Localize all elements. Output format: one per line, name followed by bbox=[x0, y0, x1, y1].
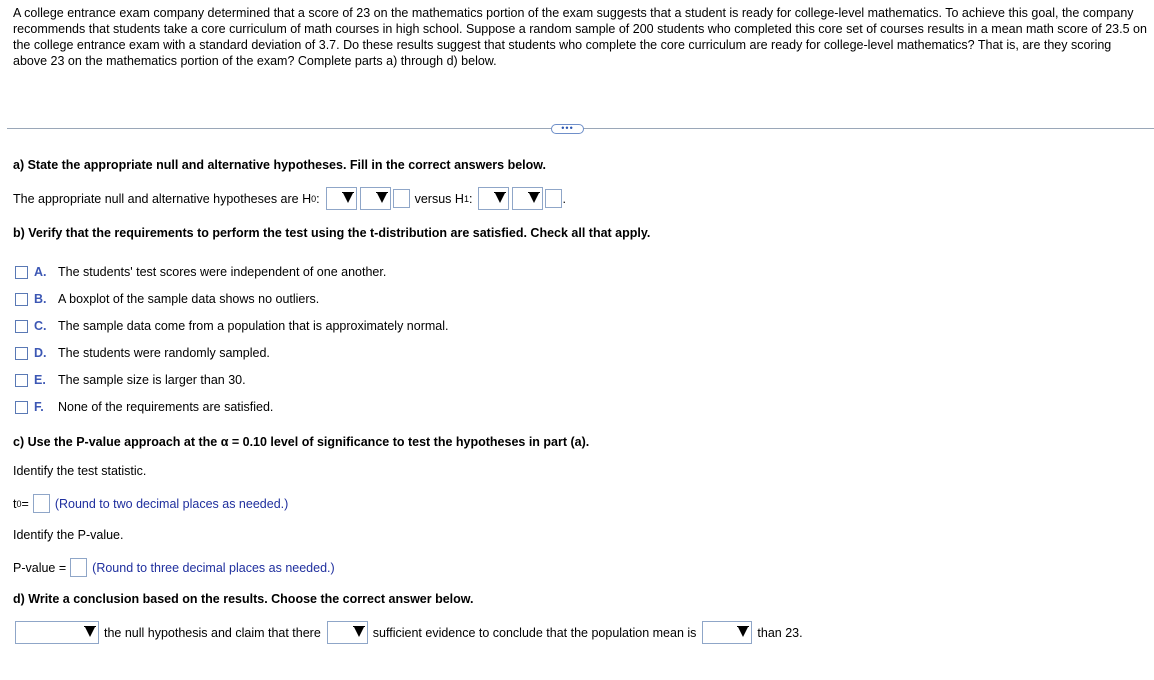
p-value-input[interactable] bbox=[70, 558, 87, 577]
chevron-down-icon bbox=[85, 627, 95, 637]
p-value-row bbox=[13, 558, 335, 577]
requirement-option-c[interactable] bbox=[15, 319, 448, 333]
chevron-down-icon bbox=[354, 627, 364, 637]
identify-test-statistic: Identify the test statistic. bbox=[13, 464, 147, 478]
t0-subscript: 0 bbox=[16, 498, 22, 509]
part-c-heading: c) Use the P-value approach at the α = 0.10 level of significance to test the hypotheses in part (a). bbox=[13, 435, 590, 449]
checkbox[interactable] bbox=[15, 266, 28, 279]
option-text: The sample data come from a population that is approximately normal. bbox=[58, 319, 449, 333]
option-letter: E. bbox=[34, 373, 46, 387]
requirement-option-a[interactable] bbox=[15, 265, 386, 279]
hypotheses-prefix: The appropriate null and alternative hypotheses are H bbox=[13, 191, 312, 206]
comparison-dropdown[interactable] bbox=[702, 621, 752, 644]
option-letter: A. bbox=[34, 265, 47, 279]
requirement-option-b[interactable] bbox=[15, 292, 319, 306]
reject-decision-dropdown[interactable] bbox=[15, 621, 99, 644]
chevron-down-icon bbox=[495, 193, 505, 203]
chevron-down-icon bbox=[343, 193, 353, 203]
h0-subscript: 0 bbox=[311, 193, 317, 204]
conclusion-text-2: sufficient evidence to conclude that the population mean is bbox=[372, 625, 697, 640]
identify-p-value: Identify the P-value. bbox=[13, 528, 124, 542]
option-text: The sample size is larger than 30. bbox=[58, 373, 246, 387]
conclusion-row bbox=[15, 621, 803, 644]
h0-parameter-dropdown[interactable] bbox=[326, 187, 357, 210]
problem-statement: A college entrance exam company determined that a score of 23 on the mathematics portion of the exam suggests that a student is ready for college-level mathematics. To achieve this goal, the company recommends that students take a core curriculum of math courses in high school. Suppose a random sample of 200 students who completed this core set of courses results in a mean math score of 23.5 on the college entrance exam with a standard deviation of 3.7. Do these results suggest that students who complete the core curriculum are ready for college-level mathematics? That is, are they scoring above 23 on the mathematics portion of the exam? Complete parts a) through d) below. bbox=[13, 6, 1147, 68]
checkbox[interactable] bbox=[15, 347, 28, 360]
h1-colon: : bbox=[468, 191, 473, 206]
option-letter: C. bbox=[34, 319, 47, 333]
option-letter: D. bbox=[34, 346, 47, 360]
versus-label: versus H bbox=[414, 191, 464, 206]
requirement-option-e[interactable] bbox=[15, 373, 246, 387]
chevron-down-icon bbox=[529, 193, 539, 203]
option-letter: B. bbox=[34, 292, 47, 306]
h1-value-input[interactable] bbox=[545, 189, 562, 208]
h0-value-input[interactable] bbox=[393, 189, 410, 208]
requirement-option-d[interactable] bbox=[15, 346, 270, 360]
chevron-down-icon bbox=[738, 627, 748, 637]
evidence-dropdown[interactable] bbox=[327, 621, 368, 644]
checkbox[interactable] bbox=[15, 293, 28, 306]
checkbox[interactable] bbox=[15, 320, 28, 333]
option-letter: F. bbox=[34, 400, 44, 414]
part-d-heading: d) Write a conclusion based on the results. Choose the correct answer below. bbox=[13, 592, 474, 606]
h1-parameter-dropdown[interactable] bbox=[478, 187, 509, 210]
option-text: A boxplot of the sample data shows no outliers. bbox=[58, 292, 320, 306]
expand-more-button[interactable]: ••• bbox=[551, 124, 584, 134]
p-value-label: P-value = bbox=[13, 560, 67, 575]
h1-relation-dropdown[interactable] bbox=[512, 187, 543, 210]
option-text: None of the requirements are satisfied. bbox=[58, 400, 274, 414]
conclusion-text-1: the null hypothesis and claim that there bbox=[104, 625, 321, 640]
h1-subscript: 1 bbox=[463, 193, 469, 204]
option-text: The students' test scores were independent of one another. bbox=[58, 265, 387, 279]
conclusion-text-3: than 23. bbox=[757, 625, 803, 640]
hypotheses-period: . bbox=[562, 191, 566, 206]
chevron-down-icon bbox=[377, 193, 387, 203]
t0-label: t bbox=[13, 496, 17, 511]
option-text: The students were randomly sampled. bbox=[58, 346, 270, 360]
test-statistic-row bbox=[13, 494, 288, 513]
requirement-option-f[interactable] bbox=[15, 400, 273, 414]
p-value-rounding-hint: (Round to three decimal places as needed.) bbox=[92, 560, 335, 575]
checkbox[interactable] bbox=[15, 374, 28, 387]
h0-colon: : bbox=[316, 191, 320, 206]
t0-equals: = bbox=[21, 496, 29, 511]
h0-relation-dropdown[interactable] bbox=[360, 187, 391, 210]
part-a-heading: a) State the appropriate null and alternative hypotheses. Fill in the correct answers below. bbox=[13, 158, 547, 172]
checkbox[interactable] bbox=[15, 401, 28, 414]
t0-rounding-hint: (Round to two decimal places as needed.) bbox=[54, 496, 289, 511]
test-statistic-input[interactable] bbox=[33, 494, 50, 513]
hypotheses-row bbox=[13, 187, 566, 210]
part-b-heading: b) Verify that the requirements to perform the test using the t-distribution are satisfied. Check all that apply. bbox=[13, 226, 651, 240]
